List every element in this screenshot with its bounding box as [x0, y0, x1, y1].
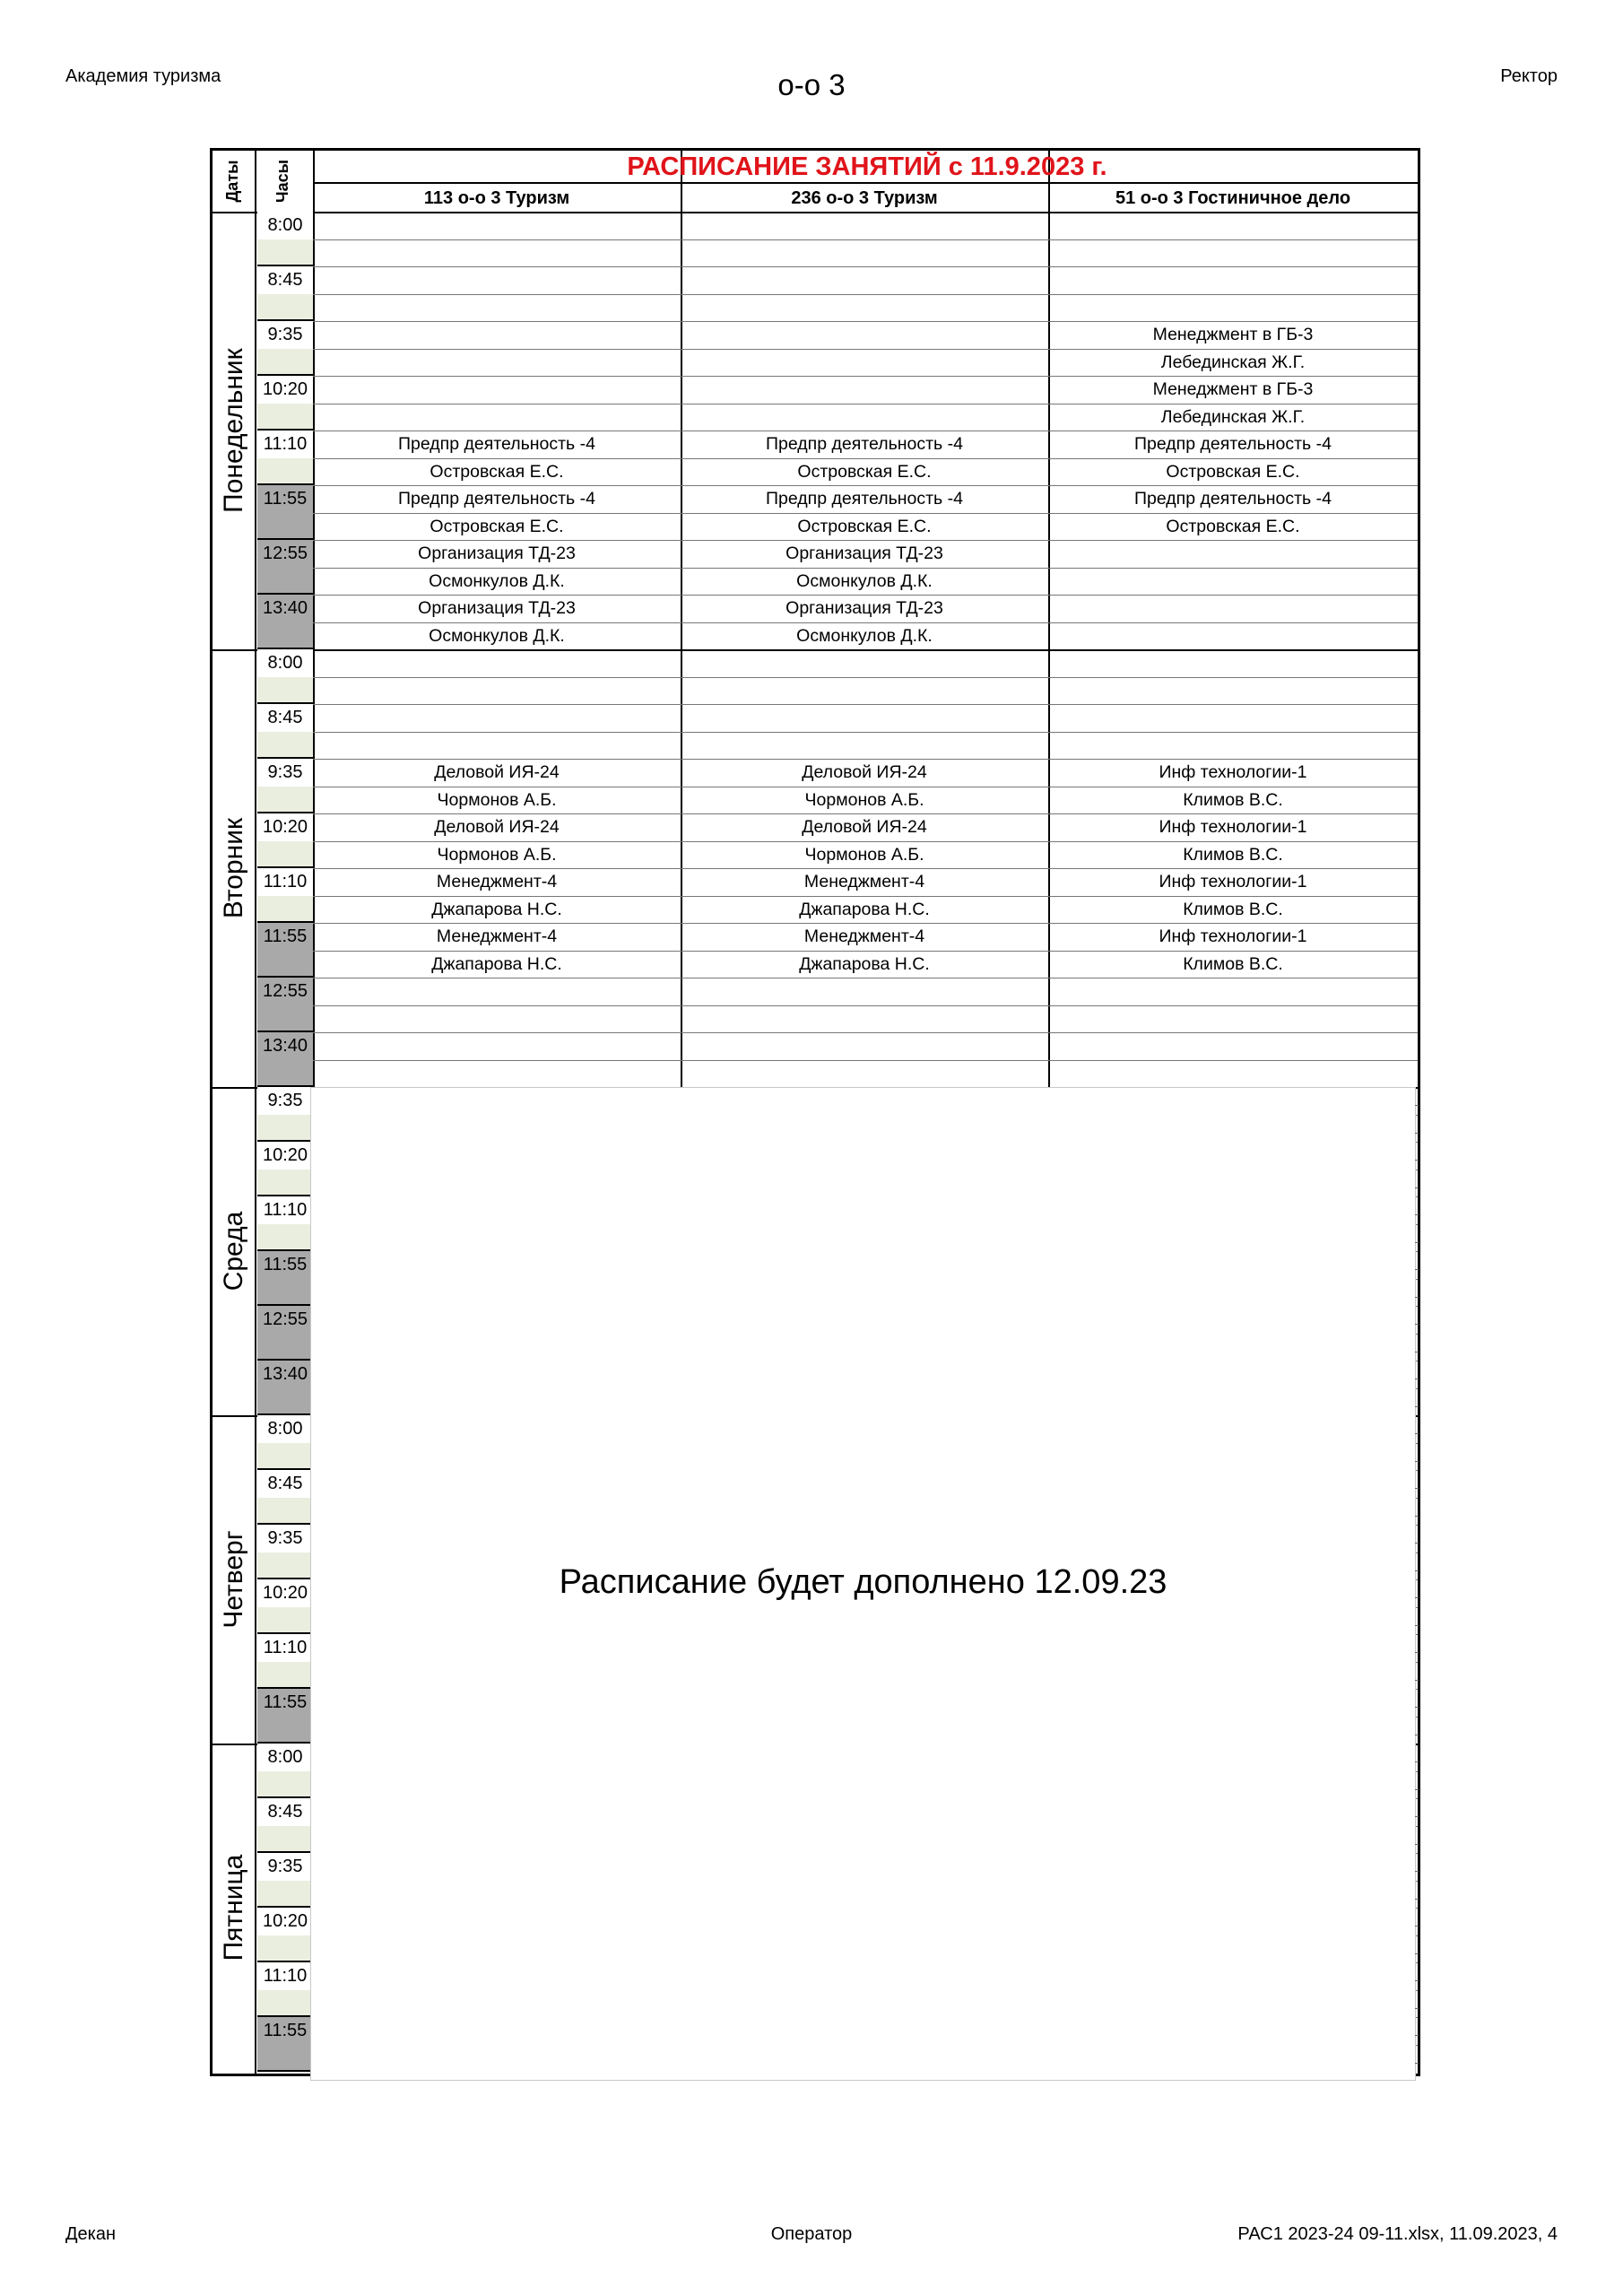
- edge-tick: [1415, 1816, 1419, 1817]
- time-label: 11:10: [257, 1634, 313, 1662]
- time-slot: [257, 704, 313, 759]
- edge-tick: [1415, 1871, 1419, 1872]
- subject-text: Инф технологии-1: [1159, 872, 1307, 891]
- edge-tick: [1415, 1187, 1419, 1188]
- time-slot: [257, 485, 313, 540]
- time-slot: [257, 1415, 313, 1470]
- dates-header: Даты: [223, 160, 241, 203]
- row-divider: [313, 1032, 1418, 1033]
- row-divider: [313, 1060, 1418, 1061]
- subject-text: Менеджмент-4: [436, 872, 558, 891]
- edge-tick: [1415, 1160, 1419, 1161]
- teacher-text: Осмонкулов Д.К.: [429, 570, 565, 591]
- time-label: 11:55: [257, 923, 313, 951]
- day-name: Вторник: [219, 817, 248, 919]
- edge-tick: [1415, 1461, 1419, 1462]
- time-label: 11:55: [257, 2017, 313, 2045]
- time-label: 9:35: [257, 1853, 313, 1881]
- time-slot-shade: [257, 1552, 313, 1578]
- time-label: 12:55: [257, 540, 313, 568]
- edge-tick: [1415, 1761, 1419, 1762]
- time-slot: [257, 376, 313, 430]
- time-slot: [257, 1361, 313, 1415]
- time-label: 11:10: [257, 1196, 313, 1224]
- day-name: Понедельник: [219, 348, 248, 513]
- teacher-text: Джапарова Н.С.: [431, 899, 562, 919]
- subject-text: Предпр деятельность -4: [766, 434, 963, 454]
- hours-header: Часы: [273, 159, 291, 204]
- edge-tick: [1415, 1625, 1419, 1626]
- teacher-text: Осмонкулов Д.К.: [796, 625, 933, 646]
- subject-text: Деловой ИЯ-24: [434, 762, 560, 782]
- time-label: 8:00: [257, 649, 313, 677]
- time-label: 8:45: [257, 704, 313, 732]
- time-slot: [257, 1579, 313, 1634]
- time-slot-shade: [257, 622, 313, 648]
- header-institution: Академия туризма: [65, 66, 221, 86]
- time-slot-shade: [257, 1115, 313, 1141]
- time-slot: [257, 266, 313, 321]
- edge-tick: [1415, 1652, 1419, 1653]
- row-divider: [313, 266, 1418, 267]
- edge-tick: [1415, 1433, 1419, 1434]
- time-label: 8:45: [257, 1470, 313, 1498]
- day-name: Пятница: [219, 1854, 248, 1961]
- teacher-text: Лебединская Ж.Г.: [1160, 406, 1306, 427]
- time-slot-shade: [257, 1990, 313, 2016]
- edge-tick: [1415, 1543, 1419, 1544]
- subject-text: Организация ТД-23: [785, 598, 943, 618]
- time-label: 11:10: [257, 430, 313, 458]
- edge-tick: [1415, 1570, 1419, 1571]
- time-slot: [257, 595, 313, 649]
- time-label: 13:40: [257, 1361, 313, 1388]
- time-label: 10:20: [257, 813, 313, 841]
- teacher-text: Климов В.С.: [1183, 844, 1283, 865]
- time-label: 13:40: [257, 1032, 313, 1060]
- subject-text: Предпр деятельность -4: [398, 489, 595, 509]
- time-slot-shade: [257, 239, 313, 265]
- time-slot: [257, 321, 313, 376]
- time-slot-shade: [257, 1717, 313, 1743]
- teacher-text: Островская Е.С.: [430, 516, 564, 536]
- time-slot-shade: [257, 1935, 313, 1961]
- time-slot-shade: [257, 1498, 313, 1524]
- teacher-text: Чормонов А.Б.: [437, 789, 557, 810]
- time-slot-shade: [257, 1005, 313, 1031]
- time-slot: [257, 1962, 313, 2017]
- time-slot-shade: [257, 294, 313, 320]
- time-slot: [257, 430, 313, 485]
- subject-text: Организация ТД-23: [785, 544, 943, 563]
- divider: [213, 212, 1418, 213]
- teacher-text: Джапарова Н.С.: [431, 953, 562, 974]
- time-slot: [257, 1196, 313, 1251]
- row-divider: [313, 294, 1418, 295]
- subject-text: Деловой ИЯ-24: [802, 817, 927, 837]
- time-slot-shade: [257, 1224, 313, 1250]
- teacher-text: Чормонов А.Б.: [437, 844, 557, 865]
- teacher-text: Климов В.С.: [1183, 789, 1283, 810]
- time-label: 11:55: [257, 485, 313, 513]
- time-slot-shade: [257, 732, 313, 758]
- time-slot: [257, 1525, 313, 1579]
- day-name: Среда: [219, 1211, 248, 1292]
- time-slot-shade: [257, 951, 313, 977]
- time-slot: [257, 1251, 313, 1306]
- time-slot-shade: [257, 1881, 313, 1907]
- time-slot-shade: [257, 1443, 313, 1469]
- teacher-text: Островская Е.С.: [797, 516, 932, 536]
- teacher-text: Осмонкулов Д.К.: [796, 570, 933, 591]
- teacher-text: Чормонов А.Б.: [804, 789, 924, 810]
- divider: [255, 151, 256, 2074]
- time-slot-shade: [257, 1334, 313, 1360]
- time-label: 13:40: [257, 595, 313, 622]
- subject-text: Деловой ИЯ-24: [434, 817, 560, 837]
- time-label: 8:45: [257, 1798, 313, 1826]
- teacher-text: Джапарова Н.С.: [799, 899, 930, 919]
- time-slot-shade: [257, 1826, 313, 1852]
- time-slot: [257, 212, 313, 266]
- teacher-text: Осмонкулов Д.К.: [429, 625, 565, 646]
- time-label: 11:10: [257, 868, 313, 896]
- edge-tick: [1415, 1214, 1419, 1215]
- time-slot: [257, 2017, 313, 2072]
- subject-text: Организация ТД-23: [418, 598, 576, 618]
- time-slot-shade: [257, 458, 313, 484]
- edge-tick: [1415, 1899, 1419, 1900]
- time-slot: [257, 923, 313, 978]
- time-label: 8:00: [257, 212, 313, 239]
- edge-tick: [1415, 1680, 1419, 1681]
- time-label: 8:00: [257, 1744, 313, 1771]
- row-divider: [313, 239, 1418, 240]
- edge-tick: [1415, 1516, 1419, 1517]
- time-slot: [257, 1142, 313, 1196]
- time-slot-shade: [257, 896, 313, 922]
- time-slot: [257, 759, 313, 813]
- row-divider: [313, 704, 1418, 705]
- group-header-1: 113 о-о 3 Туризм: [423, 188, 570, 208]
- time-label: 8:45: [257, 266, 313, 294]
- time-slot: [257, 1470, 313, 1525]
- edge-tick: [1415, 1707, 1419, 1708]
- time-slot-shade: [257, 513, 313, 539]
- subject-text: Инф технологии-1: [1159, 762, 1307, 782]
- time-slot: [257, 978, 313, 1032]
- subject-text: Предпр деятельность -4: [766, 489, 963, 509]
- time-slot: [257, 1798, 313, 1853]
- time-slot: [257, 1634, 313, 1689]
- day-divider: [213, 649, 1418, 651]
- time-slot-shade: [257, 787, 313, 813]
- teacher-text: Островская Е.С.: [1166, 516, 1300, 536]
- notice-box: [310, 1087, 1416, 2081]
- teacher-text: Лебединская Ж.Г.: [1160, 352, 1306, 372]
- time-label: 12:55: [257, 1306, 313, 1334]
- edge-tick: [1415, 1378, 1419, 1379]
- subject-text: Предпр деятельность -4: [1134, 434, 1332, 454]
- time-slot: [257, 868, 313, 923]
- time-slot: [257, 1306, 313, 1361]
- time-slot: [257, 540, 313, 595]
- group-header-2: 236 о-о 3 Туризм: [791, 188, 938, 208]
- edge-tick: [1415, 1269, 1419, 1270]
- time-slot: [257, 1908, 313, 1962]
- header-rector: Ректор: [1500, 66, 1558, 86]
- subject-text: Деловой ИЯ-24: [802, 762, 927, 782]
- group-header-3: 51 о-о 3 Гостиничное дело: [1115, 188, 1351, 208]
- teacher-text: Островская Е.С.: [1166, 461, 1300, 482]
- time-label: 9:35: [257, 1087, 313, 1115]
- subject-text: Менеджмент-4: [803, 926, 925, 946]
- teacher-text: Джапарова Н.С.: [799, 953, 930, 974]
- time-label: 8:00: [257, 1415, 313, 1443]
- row-divider: [313, 1005, 1418, 1006]
- edge-tick: [1415, 1980, 1419, 1981]
- edge-tick: [1415, 1844, 1419, 1845]
- time-slot: [257, 1032, 313, 1087]
- footer-dean: Декан: [65, 2224, 117, 2244]
- edge-tick: [1415, 1105, 1419, 1106]
- time-slot-shade: [257, 349, 313, 375]
- time-slot-shade: [257, 1771, 313, 1797]
- subject-text: Менеджмент в ГБ-3: [1152, 379, 1314, 399]
- teacher-text: Чормонов А.Б.: [804, 844, 924, 865]
- subject-text: Менеджмент-4: [436, 926, 558, 946]
- teacher-text: Климов В.С.: [1183, 953, 1283, 974]
- footer-operator: Оператор: [770, 2224, 853, 2244]
- time-label: 9:35: [257, 321, 313, 349]
- edge-tick: [1415, 2035, 1419, 2036]
- row-divider: [313, 732, 1418, 733]
- time-slot: [257, 649, 313, 704]
- time-label: 9:35: [257, 759, 313, 787]
- row-divider: [313, 677, 1418, 678]
- edge-tick: [1415, 1597, 1419, 1598]
- schedule-title: РАСПИСАНИЕ ЗАНЯТИЙ с 11.9.2023 г.: [627, 152, 1107, 181]
- time-label: 10:20: [257, 1579, 313, 1607]
- divider: [313, 182, 1418, 184]
- edge-tick: [1415, 1133, 1419, 1134]
- time-label: 12:55: [257, 978, 313, 1005]
- time-slot-shade: [257, 677, 313, 703]
- teacher-text: Островская Е.С.: [430, 461, 564, 482]
- subject-text: Менеджмент-4: [803, 872, 925, 891]
- teacher-text: Климов В.С.: [1183, 899, 1283, 919]
- subject-text: Предпр деятельность -4: [398, 434, 595, 454]
- time-slot-shade: [257, 1170, 313, 1196]
- edge-tick: [1415, 1324, 1419, 1325]
- edge-tick: [1415, 1242, 1419, 1243]
- time-slot-shade: [257, 1607, 313, 1633]
- subject-text: Предпр деятельность -4: [1134, 489, 1332, 509]
- time-slot-shade: [257, 568, 313, 594]
- time-label: 10:20: [257, 376, 313, 404]
- edge-tick: [1415, 1297, 1419, 1298]
- time-slot-shade: [257, 2045, 313, 2071]
- edge-tick: [1415, 1488, 1419, 1489]
- subject-text: Инф технологии-1: [1159, 926, 1307, 946]
- time-slot: [257, 1853, 313, 1908]
- subject-text: Организация ТД-23: [418, 544, 576, 563]
- edge-tick: [1415, 1789, 1419, 1790]
- teacher-text: Островская Е.С.: [797, 461, 932, 482]
- time-slot: [257, 1744, 313, 1798]
- time-label: 9:35: [257, 1525, 313, 1552]
- edge-tick: [1415, 2063, 1419, 2064]
- time-slot-shade: [257, 404, 313, 430]
- time-slot: [257, 813, 313, 868]
- notice-text: Расписание будет дополнено 12.09.23: [559, 1563, 1167, 1601]
- edge-tick: [1415, 2008, 1419, 2009]
- time-slot: [257, 1689, 313, 1744]
- time-label: 11:55: [257, 1689, 313, 1717]
- time-label: 11:55: [257, 1251, 313, 1279]
- day-name: Четверг: [219, 1530, 248, 1629]
- time-slot: [257, 1087, 313, 1142]
- time-slot-shade: [257, 1662, 313, 1688]
- time-label: 10:20: [257, 1142, 313, 1170]
- footer-file: РАС1 2023-24 09-11.xlsx, 11.09.2023, 4: [1237, 2224, 1558, 2244]
- edge-tick: [1415, 1406, 1419, 1407]
- subject-text: Инф технологии-1: [1159, 817, 1307, 837]
- time-slot-shade: [257, 841, 313, 867]
- edge-tick: [1415, 1953, 1419, 1954]
- time-slot-shade: [257, 1060, 313, 1086]
- time-slot-shade: [257, 1279, 313, 1305]
- time-label: 10:20: [257, 1908, 313, 1935]
- subject-text: Менеджмент в ГБ-3: [1152, 325, 1314, 344]
- time-label: 11:10: [257, 1962, 313, 1990]
- time-slot-shade: [257, 1388, 313, 1414]
- header-group-code: о-о 3: [777, 68, 846, 101]
